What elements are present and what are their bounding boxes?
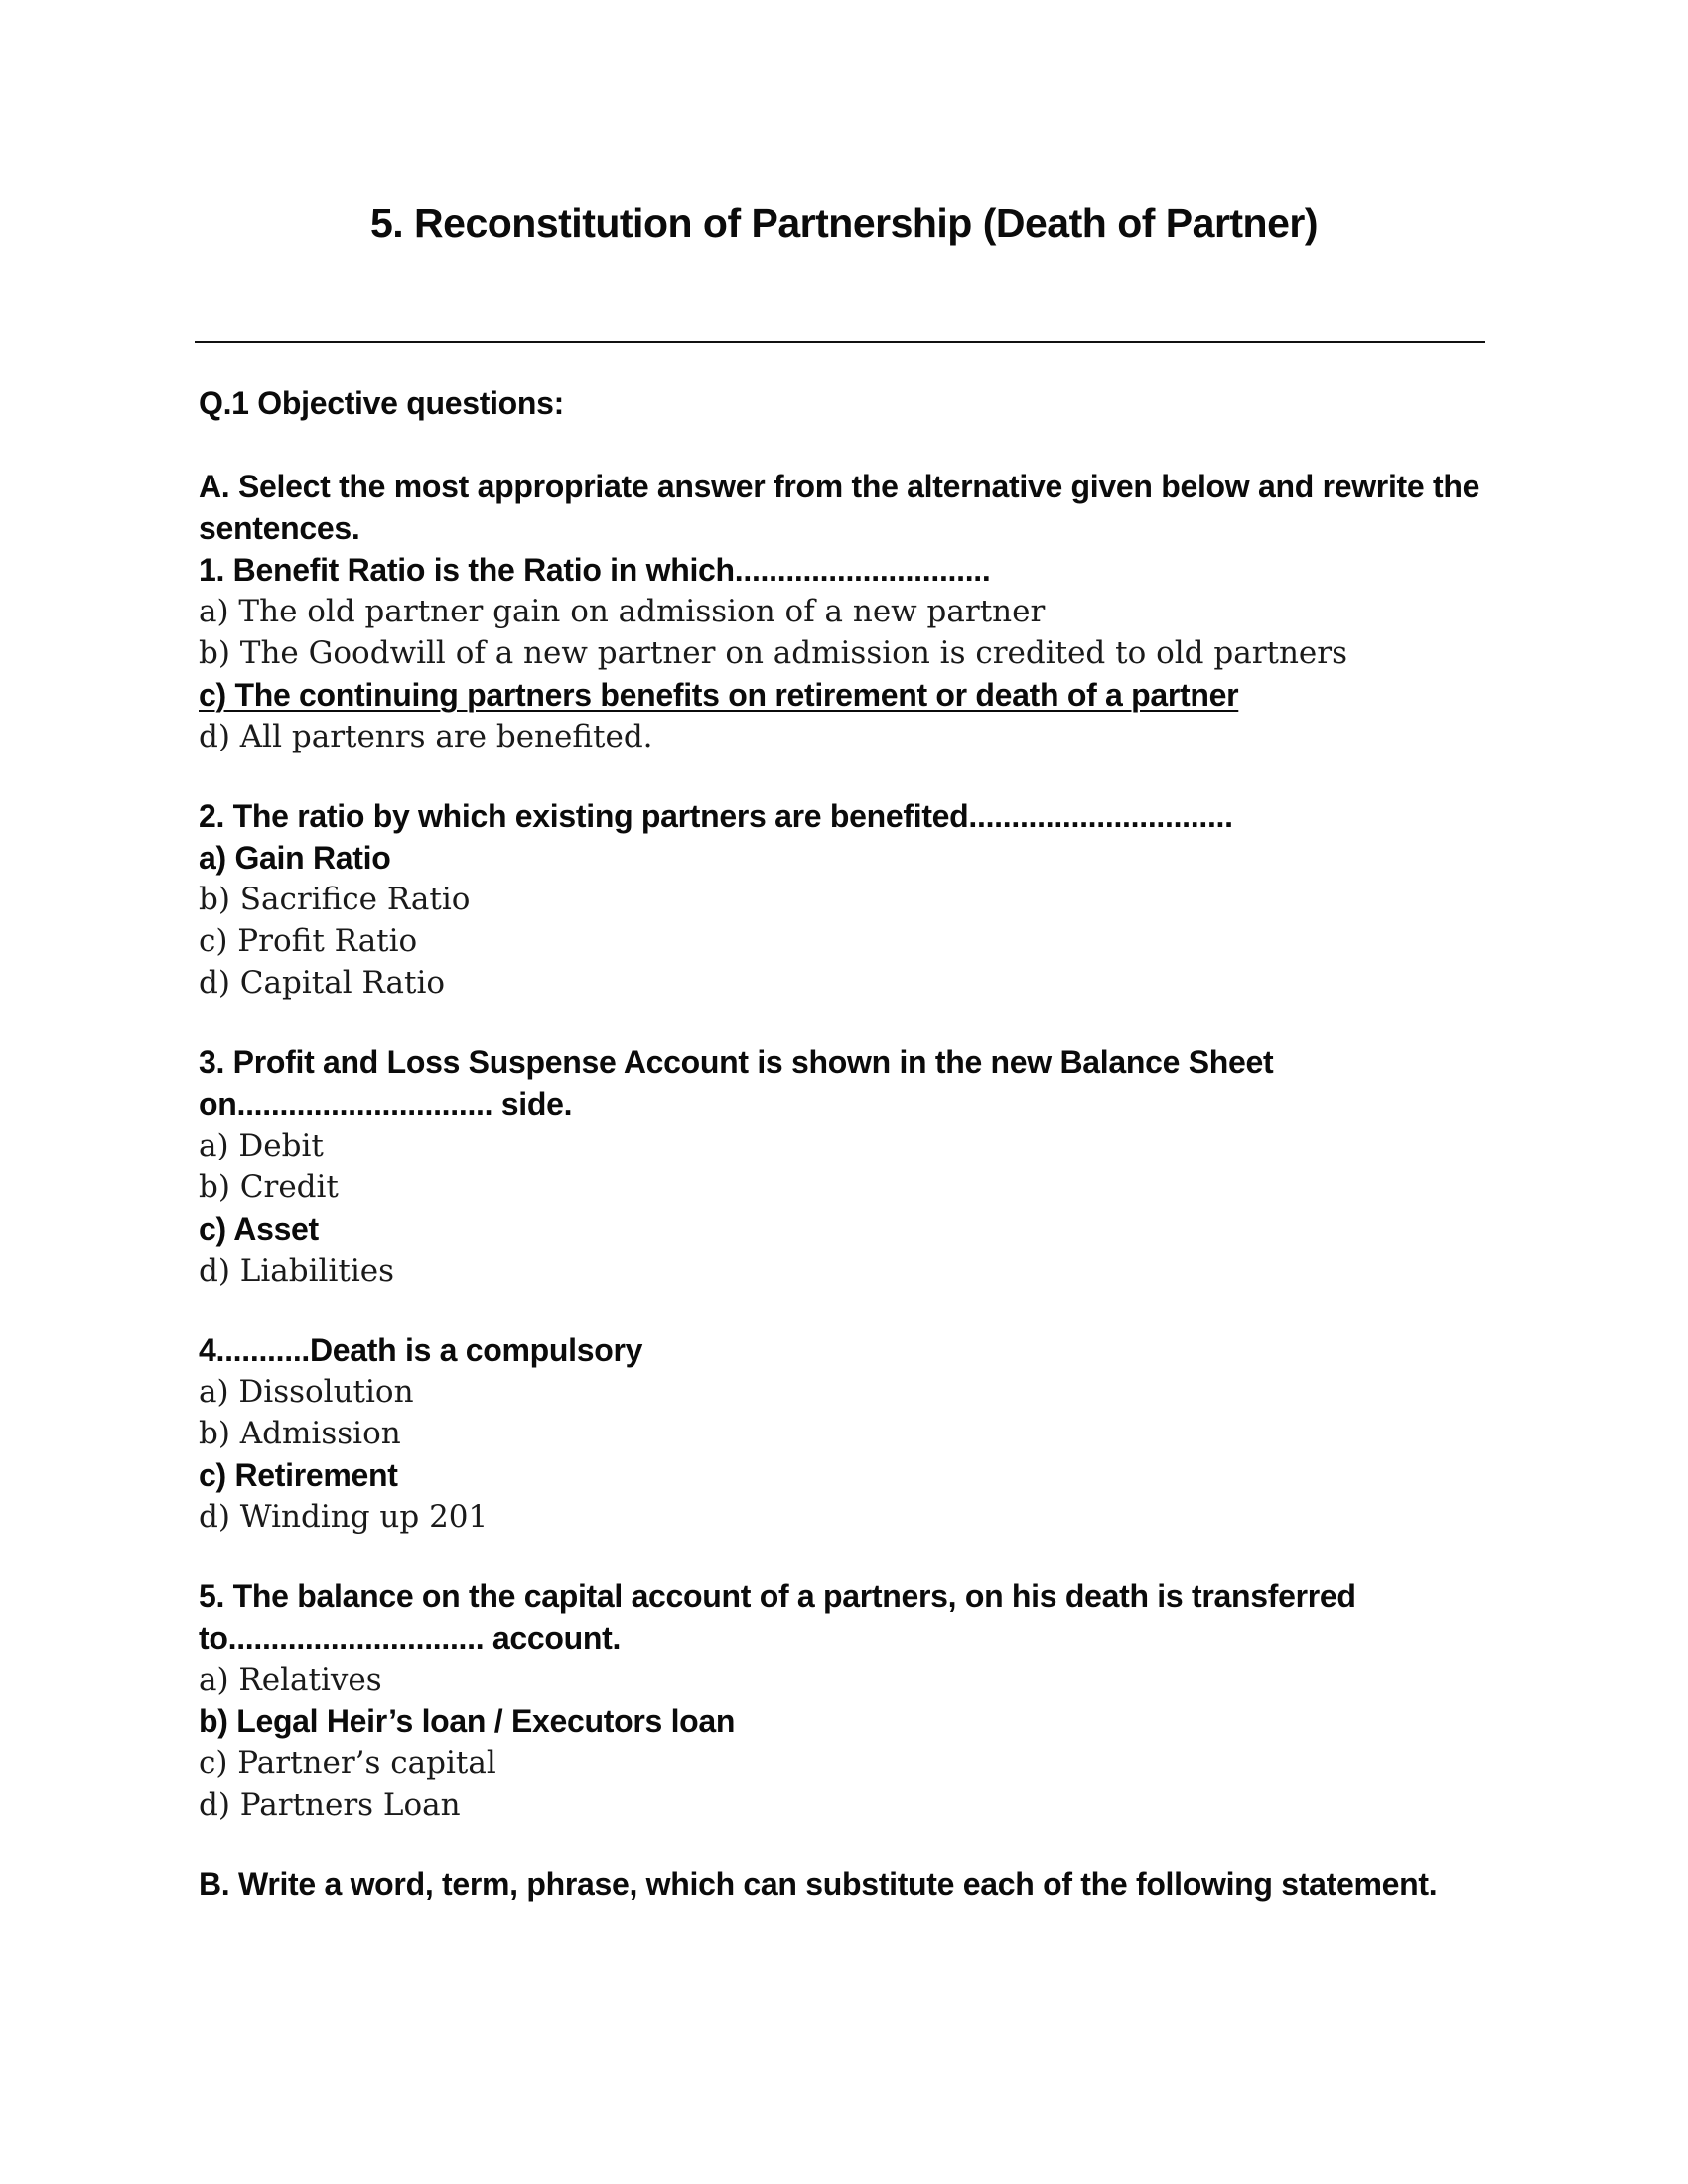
question-3 <box>199 1041 1489 1292</box>
option-d: d) Liabilities <box>199 1253 394 1289</box>
question-text: 5. The balance on the capital account of a partners, on his death is transferred to.............................. account. <box>199 1578 1356 1656</box>
section-b-heading: B. Write a word, term, phrase, which can substitute each of the following statement. <box>199 1866 1438 1902</box>
page-title: 5. Reconstitution of Partnership (Death of Partner) <box>369 201 1319 246</box>
option-c: c) Profit Ratio <box>199 923 418 959</box>
option-c-correct-answer: c) Asset <box>199 1211 319 1247</box>
option-a: a) Dissolution <box>199 1374 414 1410</box>
content <box>199 382 1489 1905</box>
option-c-correct-answer: c) The continuing partners benefits on retirement or death of a partner <box>199 677 1239 713</box>
question-5 <box>199 1575 1489 1826</box>
option-b: b) Credit <box>199 1169 339 1205</box>
q1-heading: Q.1 Objective questions: <box>199 385 565 421</box>
option-a-correct-answer: a) Gain Ratio <box>199 840 391 876</box>
section-a-heading: A. Select the most appropriate answer from the alternative given below and rewrite the sentences. <box>199 469 1480 546</box>
option-d: d) Winding up 201 <box>199 1499 489 1535</box>
question-2 <box>199 795 1489 1004</box>
option-b: b) Admission <box>199 1416 401 1451</box>
option-c-correct-answer: c) Retirement <box>199 1457 398 1493</box>
option-c: c) Partner’s capital <box>199 1745 496 1781</box>
question-text: 2. The ratio by which existing partners are benefited............................... <box>199 798 1233 834</box>
option-a: a) Debit <box>199 1128 324 1163</box>
option-b: b) Sacrifice Ratio <box>199 882 471 917</box>
question-4 <box>199 1329 1489 1538</box>
question-text: 4...........Death is a compulsory <box>199 1332 643 1368</box>
question-text: 3. Profit and Loss Suspense Account is shown in the new Balance Sheet on.............................. side. <box>199 1044 1274 1122</box>
title-divider <box>195 341 1485 343</box>
option-a: a) The old partner gain on admission of a new partner <box>199 594 1046 629</box>
option-b: b) The Goodwill of a new partner on admission is credited to old partners <box>199 635 1348 671</box>
question-1 <box>199 549 1489 757</box>
option-d: d) Partners Loan <box>199 1787 461 1823</box>
option-b-correct-answer: b) Legal Heir’s loan / Executors loan <box>199 1704 736 1739</box>
option-d: d) Capital Ratio <box>199 965 446 1001</box>
question-text: 1. Benefit Ratio is the Ratio in which.............................. <box>199 552 991 588</box>
option-d: d) All partenrs are benefited. <box>199 719 653 754</box>
option-a: a) Relatives <box>199 1662 382 1698</box>
